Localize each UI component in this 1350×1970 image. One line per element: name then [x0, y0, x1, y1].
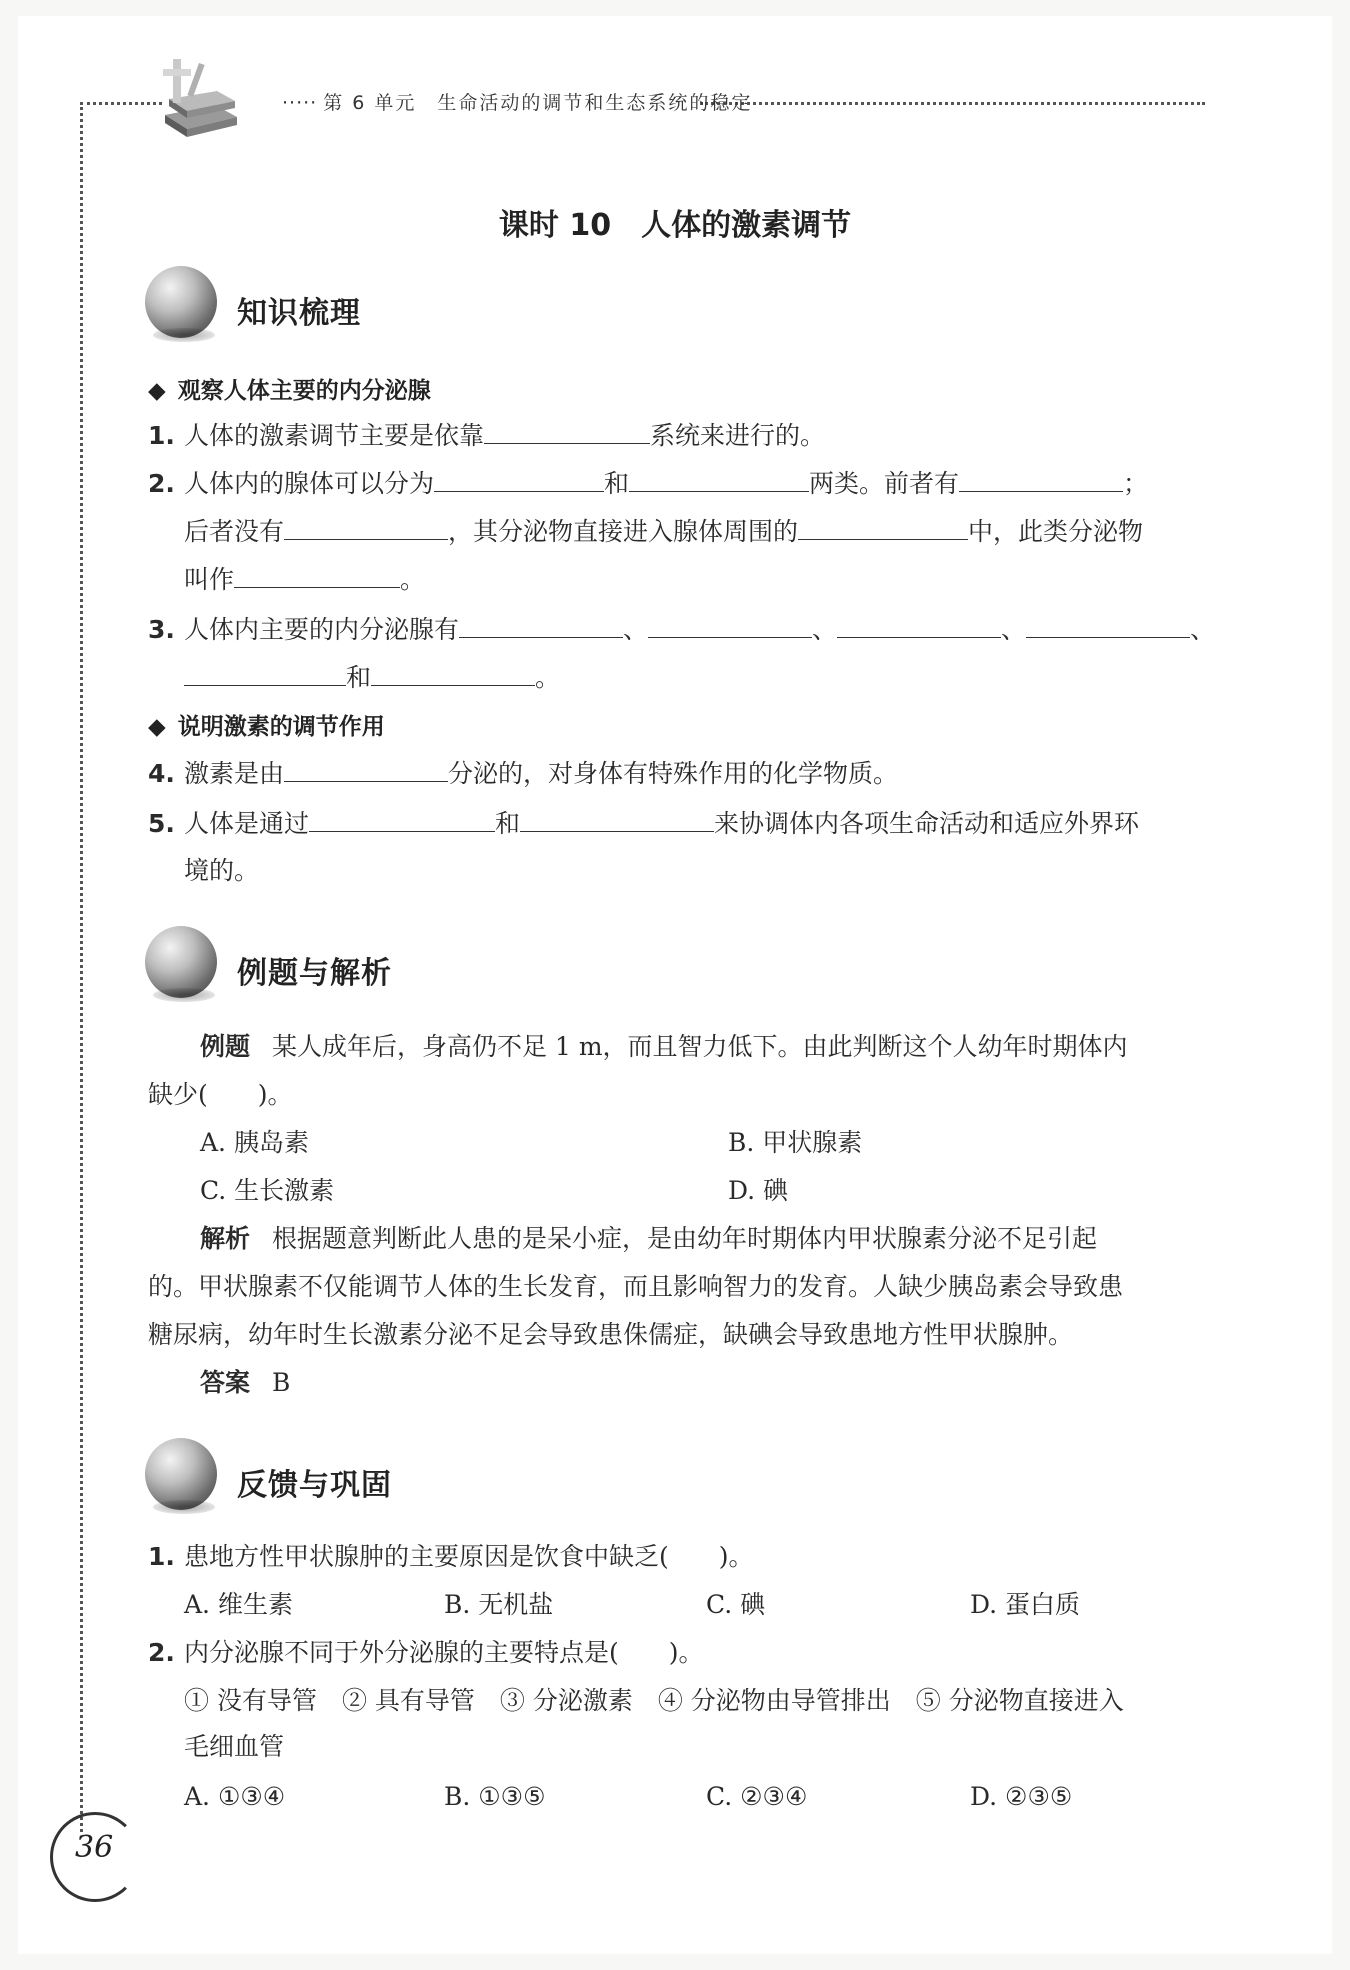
- page-title: 课时 10 人体的激素调节: [498, 208, 852, 243]
- question-text: 。: [400, 565, 426, 594]
- globe-shadow: [153, 988, 215, 1002]
- globe-shadow: [153, 1500, 215, 1514]
- page-number: 36: [75, 1830, 114, 1865]
- feedback-question-2: [148, 1636, 704, 1670]
- diamond-icon: ◆: [148, 378, 166, 404]
- question-text: 中，此类分泌物: [968, 517, 1144, 546]
- answer-blank[interactable]: [234, 562, 400, 588]
- question-3: [148, 612, 1215, 647]
- example-text: 某人成年后，身高仍不足 1 m，而且智力低下。由此判断这个人幼年时期体内: [272, 1032, 1128, 1061]
- question-1: [148, 418, 825, 453]
- header-unit-line: [282, 88, 752, 115]
- answer-blank[interactable]: [837, 612, 1001, 638]
- question-2: [148, 466, 1148, 501]
- question-text: 激素是由: [184, 759, 285, 788]
- feedback-2-option-c: C. ②③④: [706, 1782, 808, 1811]
- question-4: [148, 756, 898, 791]
- answer-line: [200, 1366, 290, 1400]
- feedback-1-option-c: C. 碘: [706, 1590, 766, 1619]
- answer-value: B: [272, 1368, 291, 1397]
- answer-blank[interactable]: [309, 806, 495, 832]
- feedback-2-items: ① 没有导管 ② 具有导管 ③ 分泌激素 ④ 分泌物由导管排出 ⑤ 分泌物直接进入: [184, 1686, 1124, 1715]
- subsection-label: 观察人体主要的内分泌腺: [177, 378, 431, 404]
- question-text: 。: [535, 663, 561, 692]
- question-text: 后者没有: [184, 517, 285, 546]
- answer-label: 答案: [200, 1368, 251, 1397]
- section-title: 知识梳理: [237, 296, 361, 331]
- question-2-line-2: [184, 514, 1143, 549]
- feedback-2-items-line-2: 毛细血管: [184, 1732, 285, 1761]
- example-question-line-2: [148, 1078, 293, 1112]
- feedback-1-option-a: A. 维生素: [184, 1590, 293, 1619]
- question-number: 5.: [148, 809, 175, 838]
- separator: 、: [1001, 615, 1027, 644]
- question-5-line-2: [184, 854, 259, 888]
- answer-blank[interactable]: [959, 466, 1123, 492]
- question-5: [148, 806, 1139, 841]
- question-text: ，其分泌物直接进入腺体周围的: [448, 517, 799, 546]
- diamond-icon: ◆: [148, 714, 166, 740]
- example-option-a: A. 胰岛素: [200, 1128, 309, 1157]
- feedback-1-option-d: D. 蛋白质: [970, 1590, 1081, 1619]
- header-dots: ·····: [282, 92, 318, 114]
- frame-top-dots-right: [700, 102, 1205, 105]
- frame-left-dots: [80, 102, 83, 1832]
- question-number: 2.: [148, 1638, 175, 1667]
- question-text: 叫作: [184, 565, 235, 594]
- books-logo-icon: [145, 55, 245, 140]
- answer-blank[interactable]: [484, 418, 650, 444]
- analysis-line-3: 糖尿病，幼年时生长激素分泌不足会导致患侏儒症，缺碘会导致患地方性甲状腺肿。: [148, 1320, 1074, 1349]
- question-text: 两类。前者有: [809, 469, 960, 498]
- separator: 、: [812, 615, 838, 644]
- answer-blank[interactable]: [184, 660, 346, 686]
- example-question: [200, 1030, 1128, 1064]
- question-text: 系统来进行的。: [650, 421, 826, 450]
- question-text: 和: [346, 663, 372, 692]
- question-text: 人体内的腺体可以分为: [184, 469, 435, 498]
- question-text: 患地方性甲状腺肿的主要原因是饮食中缺乏( )。: [184, 1542, 754, 1571]
- separator: 、: [1190, 615, 1216, 644]
- question-text: 人体的激素调节主要是依靠: [184, 421, 485, 450]
- answer-blank[interactable]: [629, 466, 809, 492]
- example-text: 缺少( )。: [148, 1080, 293, 1109]
- question-2-line-3: [184, 562, 425, 597]
- feedback-2-option-d: D. ②③⑤: [970, 1782, 1073, 1811]
- section-title: 反馈与巩固: [237, 1468, 392, 1503]
- subsection-heading: [148, 708, 385, 741]
- question-text: 境的。: [184, 856, 260, 885]
- example-option-c: C. 生长激素: [200, 1176, 335, 1205]
- question-text: 和: [604, 469, 630, 498]
- question-3-line-2: [184, 660, 560, 695]
- analysis-label: 解析: [200, 1224, 251, 1253]
- example-option-d: D. 碘: [728, 1176, 789, 1205]
- feedback-2-option-a: A. ①③④: [184, 1782, 286, 1811]
- section-title: 例题与解析: [237, 956, 392, 991]
- answer-blank[interactable]: [371, 660, 535, 686]
- question-text: ；: [1123, 469, 1149, 498]
- header-unit-title: 生命活动的调节和生态系统的稳定: [437, 92, 753, 114]
- feedback-1-option-b: B. 无机盐: [444, 1590, 554, 1619]
- answer-blank[interactable]: [648, 612, 812, 638]
- answer-blank[interactable]: [1026, 612, 1190, 638]
- question-text: 来协调体内各项生命活动和适应外界环: [714, 809, 1140, 838]
- feedback-2-option-b: B. ①③⑤: [444, 1782, 546, 1811]
- example-option-b: B. 甲状腺素: [728, 1128, 863, 1157]
- answer-blank[interactable]: [520, 806, 714, 832]
- question-number: 4.: [148, 759, 175, 788]
- globe-shadow: [153, 328, 215, 342]
- example-label: 例题: [200, 1032, 251, 1061]
- question-text: 内分泌腺不同于外分泌腺的主要特点是( )。: [184, 1638, 704, 1667]
- feedback-question-1: [148, 1540, 754, 1574]
- analysis-line-2: 的。甲状腺素不仅能调节人体的生长发育，而且影响智力的发育。人缺少胰岛素会导致患: [148, 1272, 1124, 1301]
- question-number: 3.: [148, 615, 175, 644]
- question-text: 人体是通过: [184, 809, 310, 838]
- question-number: 1.: [148, 1542, 175, 1571]
- answer-blank[interactable]: [798, 514, 968, 540]
- separator: 、: [623, 615, 649, 644]
- answer-blank[interactable]: [459, 612, 623, 638]
- answer-blank[interactable]: [434, 466, 604, 492]
- answer-blank[interactable]: [284, 756, 448, 782]
- analysis-line-1: [200, 1222, 1097, 1256]
- question-number: 1.: [148, 421, 175, 450]
- header-unit: 第 6 单元: [323, 92, 417, 114]
- question-text: 人体内主要的内分泌腺有: [184, 615, 460, 644]
- answer-blank[interactable]: [284, 514, 448, 540]
- question-text: 分泌的，对身体有特殊作用的化学物质。: [448, 759, 899, 788]
- subsection-label: 说明激素的调节作用: [177, 714, 385, 740]
- analysis-text: 根据题意判断此人患的是呆小症，是由幼年时期体内甲状腺素分泌不足引起: [272, 1224, 1098, 1253]
- question-number: 2.: [148, 469, 175, 498]
- subsection-heading: [148, 372, 431, 405]
- question-text: 和: [495, 809, 521, 838]
